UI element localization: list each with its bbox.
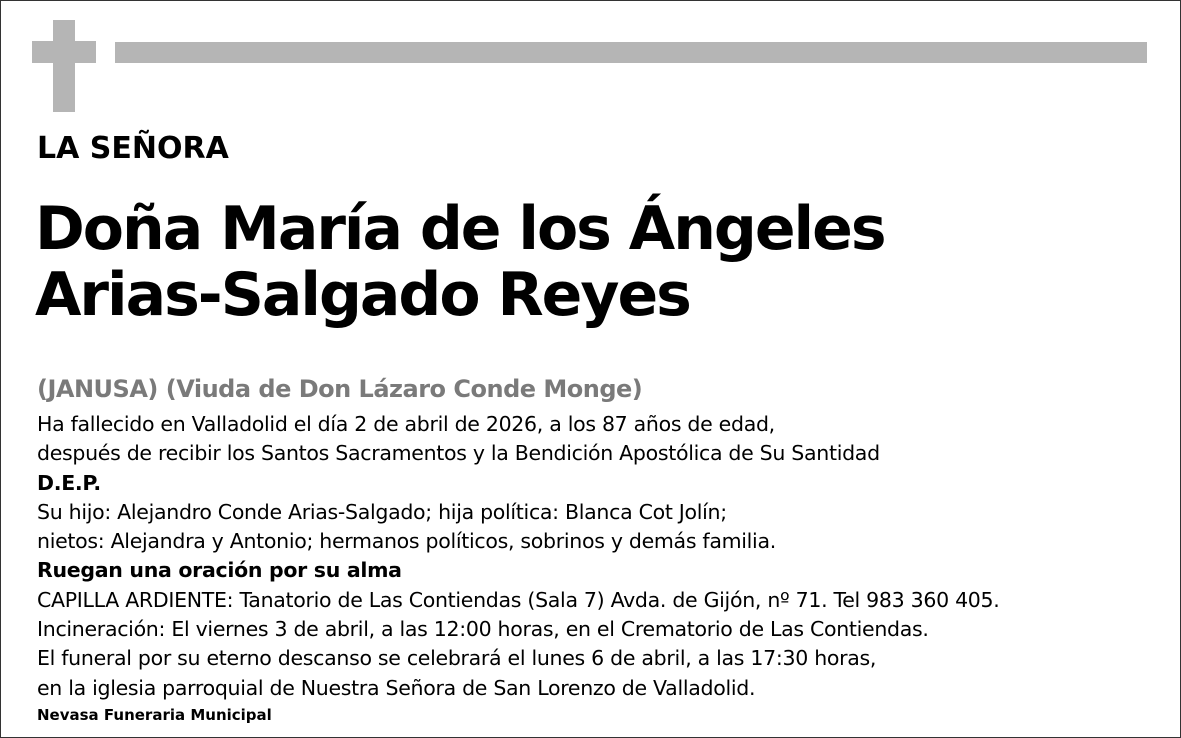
- body-line-death: Ha fallecido en Valladolid el día 2 de abril de 2026, a los 87 años de edad,: [37, 412, 775, 436]
- body-line-funeral: El funeral por su eterno descanso se celebrará el lunes 6 de abril, a las 17:30 horas,: [37, 646, 877, 671]
- header-divider-bar: [115, 42, 1147, 63]
- body-line-cremation: Incineración: El viernes 3 de abril, a las 12:00 horas, en el Crematorio de Las Contiendas.: [37, 617, 929, 642]
- body-line-dep: D.E.P.: [37, 470, 101, 495]
- body-line-church: en la iglesia parroquial de Nuestra Señora de San Lorenzo de Valladolid.: [37, 675, 756, 700]
- body-line-family-1: Su hijo: Alejandro Conde Arias-Salgado; hija política: Blanca Cot Jolín;: [37, 499, 727, 524]
- deceased-name-line-2: Arias-Salgado Reyes: [35, 260, 690, 330]
- cross-vertical-bar: [53, 20, 75, 112]
- body-line-sacraments: después de recibir los Santos Sacramentos y la Bendición Apostólica de Su Santidad: [37, 441, 880, 466]
- body-line-chapel: CAPILLA ARDIENTE: Tanatorio de Las Contiendas (Sala 7) Avda. de Gijón, nº 71. Tel 983 360 405.: [37, 587, 1000, 612]
- body-line-prayer: Ruegan una oración por su alma: [37, 558, 402, 583]
- cross-horizontal-bar: [32, 41, 96, 63]
- funeral-home-credit: Nevasa Funeraria Municipal: [37, 706, 272, 724]
- deceased-name: [35, 196, 885, 328]
- deceased-name-line-1: Doña María de los Ángeles: [35, 194, 885, 264]
- body-line-family-2: nietos: Alejandra y Antonio; hermanos políticos, sobrinos y demás familia.: [37, 529, 776, 554]
- honorific-prefix: LA SEÑORA: [37, 131, 229, 166]
- notice-body: [37, 410, 1157, 703]
- deceased-subtitle: (JANUSA) (Viuda de Don Lázaro Conde Monge): [37, 375, 643, 403]
